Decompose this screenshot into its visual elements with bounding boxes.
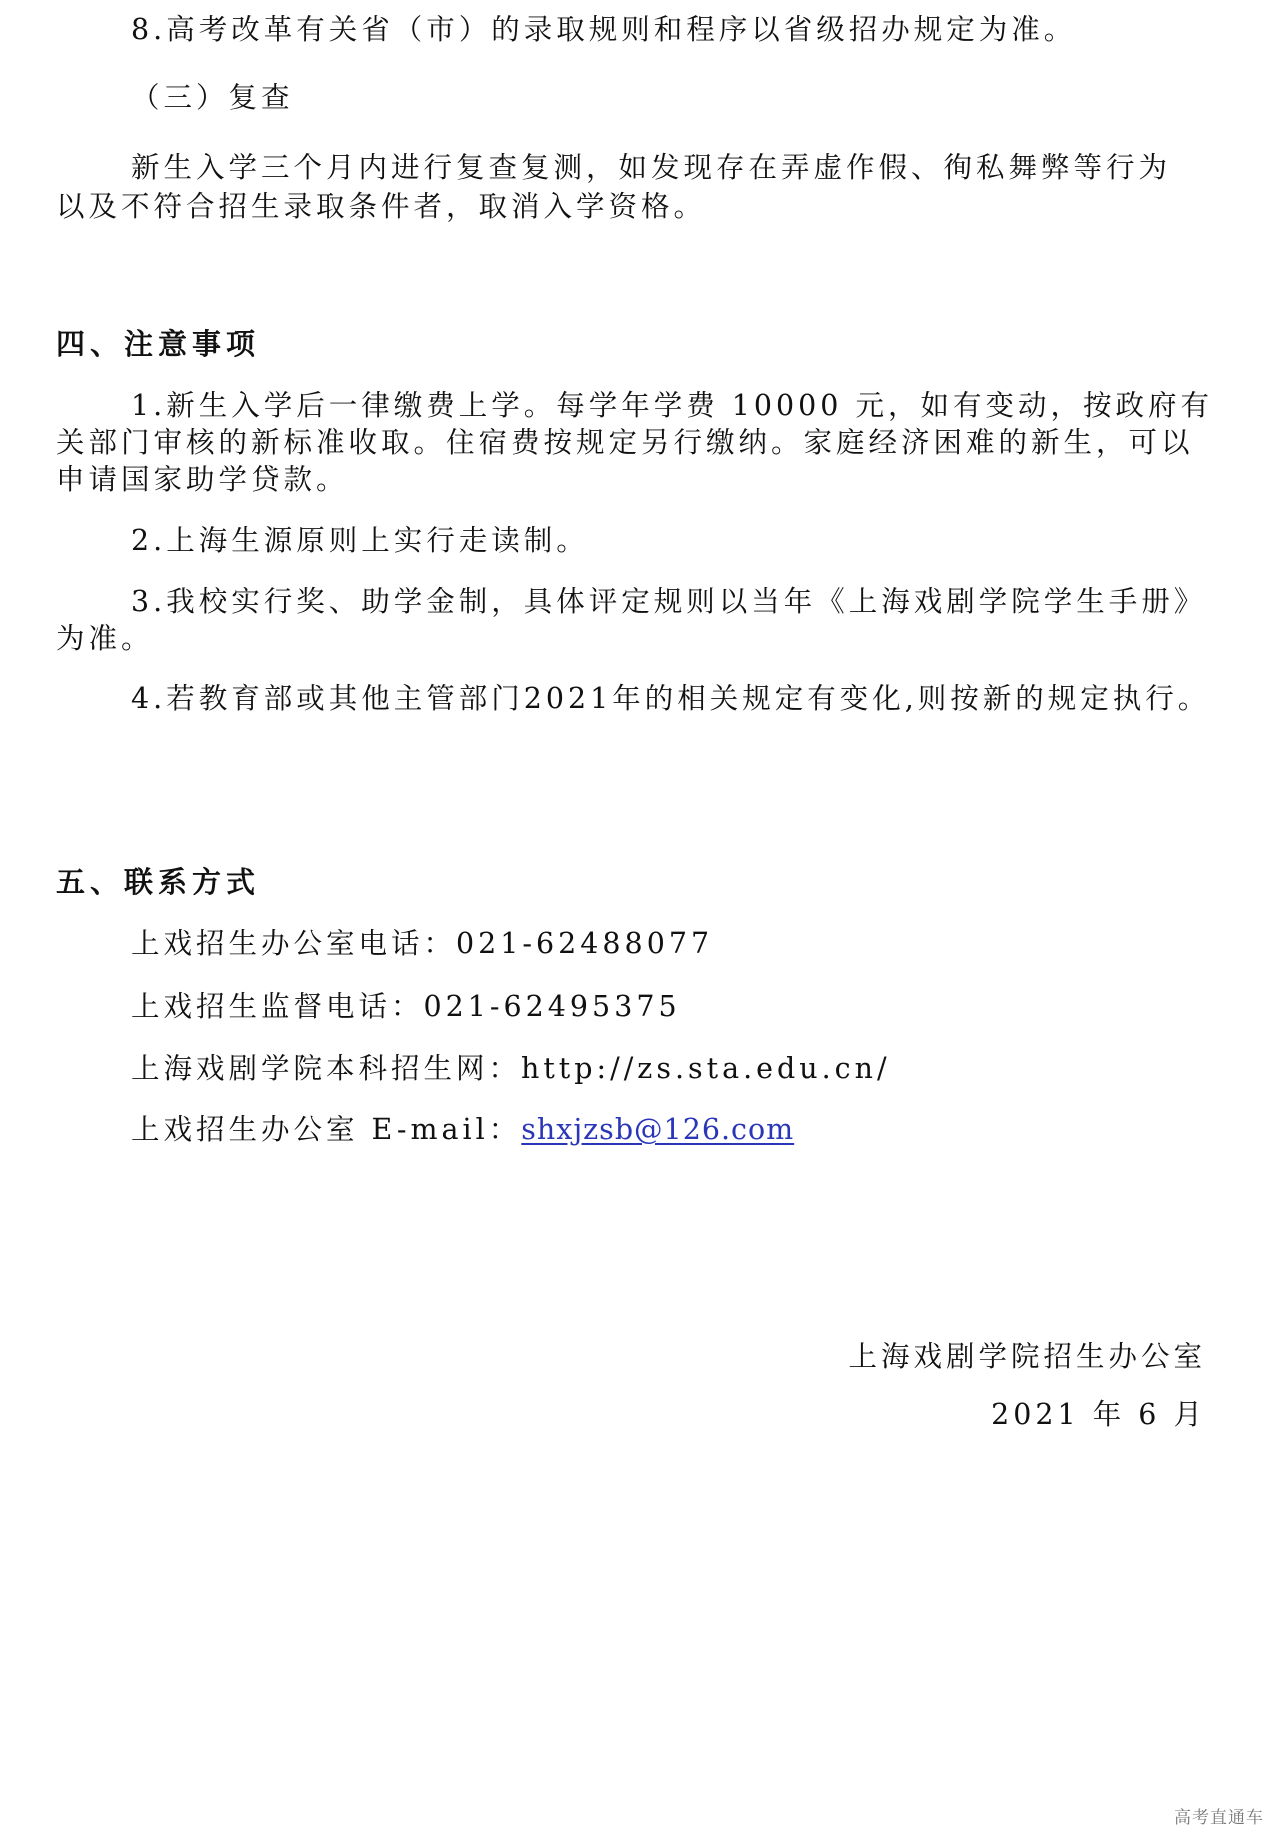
notes-item-1-line-3: 申请国家助学贷款。 <box>56 463 349 496</box>
notes-item-1-line-1: 1.新生入学后一律缴费上学。每学年学费 10000 元，如有变动，按政府有 <box>131 389 1213 422</box>
review-subheading: （三）复查 <box>131 81 294 114</box>
notes-heading: 四、注意事项 <box>56 327 261 361</box>
notes-item-3-line-2: 为准。 <box>56 622 154 655</box>
admission-rule-8: 8.高考改革有关省（市）的录取规则和程序以省级招办规定为准。 <box>131 13 1077 46</box>
review-paragraph-line-2: 以及不符合招生录取条件者，取消入学资格。 <box>56 190 707 223</box>
admissions-website: 上海戏剧学院本科招生网：http://zs.sta.edu.cn/ <box>131 1052 891 1085</box>
contact-heading: 五、联系方式 <box>56 865 261 899</box>
signature-organization: 上海戏剧学院招生办公室 <box>848 1340 1206 1373</box>
admissions-email-line <box>131 1108 1221 1152</box>
supervision-phone: 上戏招生监督电话：021-62495375 <box>131 990 681 1023</box>
notes-item-1-line-2: 关部门审核的新标准收取。住宿费按规定另行缴纳。家庭经济困难的新生，可以 <box>56 426 1194 459</box>
source-watermark: 高考直通车 <box>1174 1808 1264 1828</box>
admissions-phone: 上戏招生办公室电话：021-62488077 <box>131 927 714 960</box>
notes-item-4: 4.若教育部或其他主管部门2021年的相关规定有变化,则按新的规定执行。 <box>131 682 1211 715</box>
notes-item-3-line-1: 3.我校实行奖、助学金制，具体评定规则以当年《上海戏剧学院学生手册》 <box>131 585 1207 618</box>
notes-item-2: 2.上海生源原则上实行走读制。 <box>131 524 589 557</box>
signature-date: 2021 年 6 月 <box>991 1398 1206 1431</box>
review-paragraph-line-1: 新生入学三个月内进行复查复测，如发现存在弄虚作假、徇私舞弊等行为 <box>131 151 1172 184</box>
email-link[interactable]: shxjzsb@126.com <box>521 1113 795 1146</box>
email-label: 上戏招生办公室 E-mail： <box>131 1113 522 1146</box>
